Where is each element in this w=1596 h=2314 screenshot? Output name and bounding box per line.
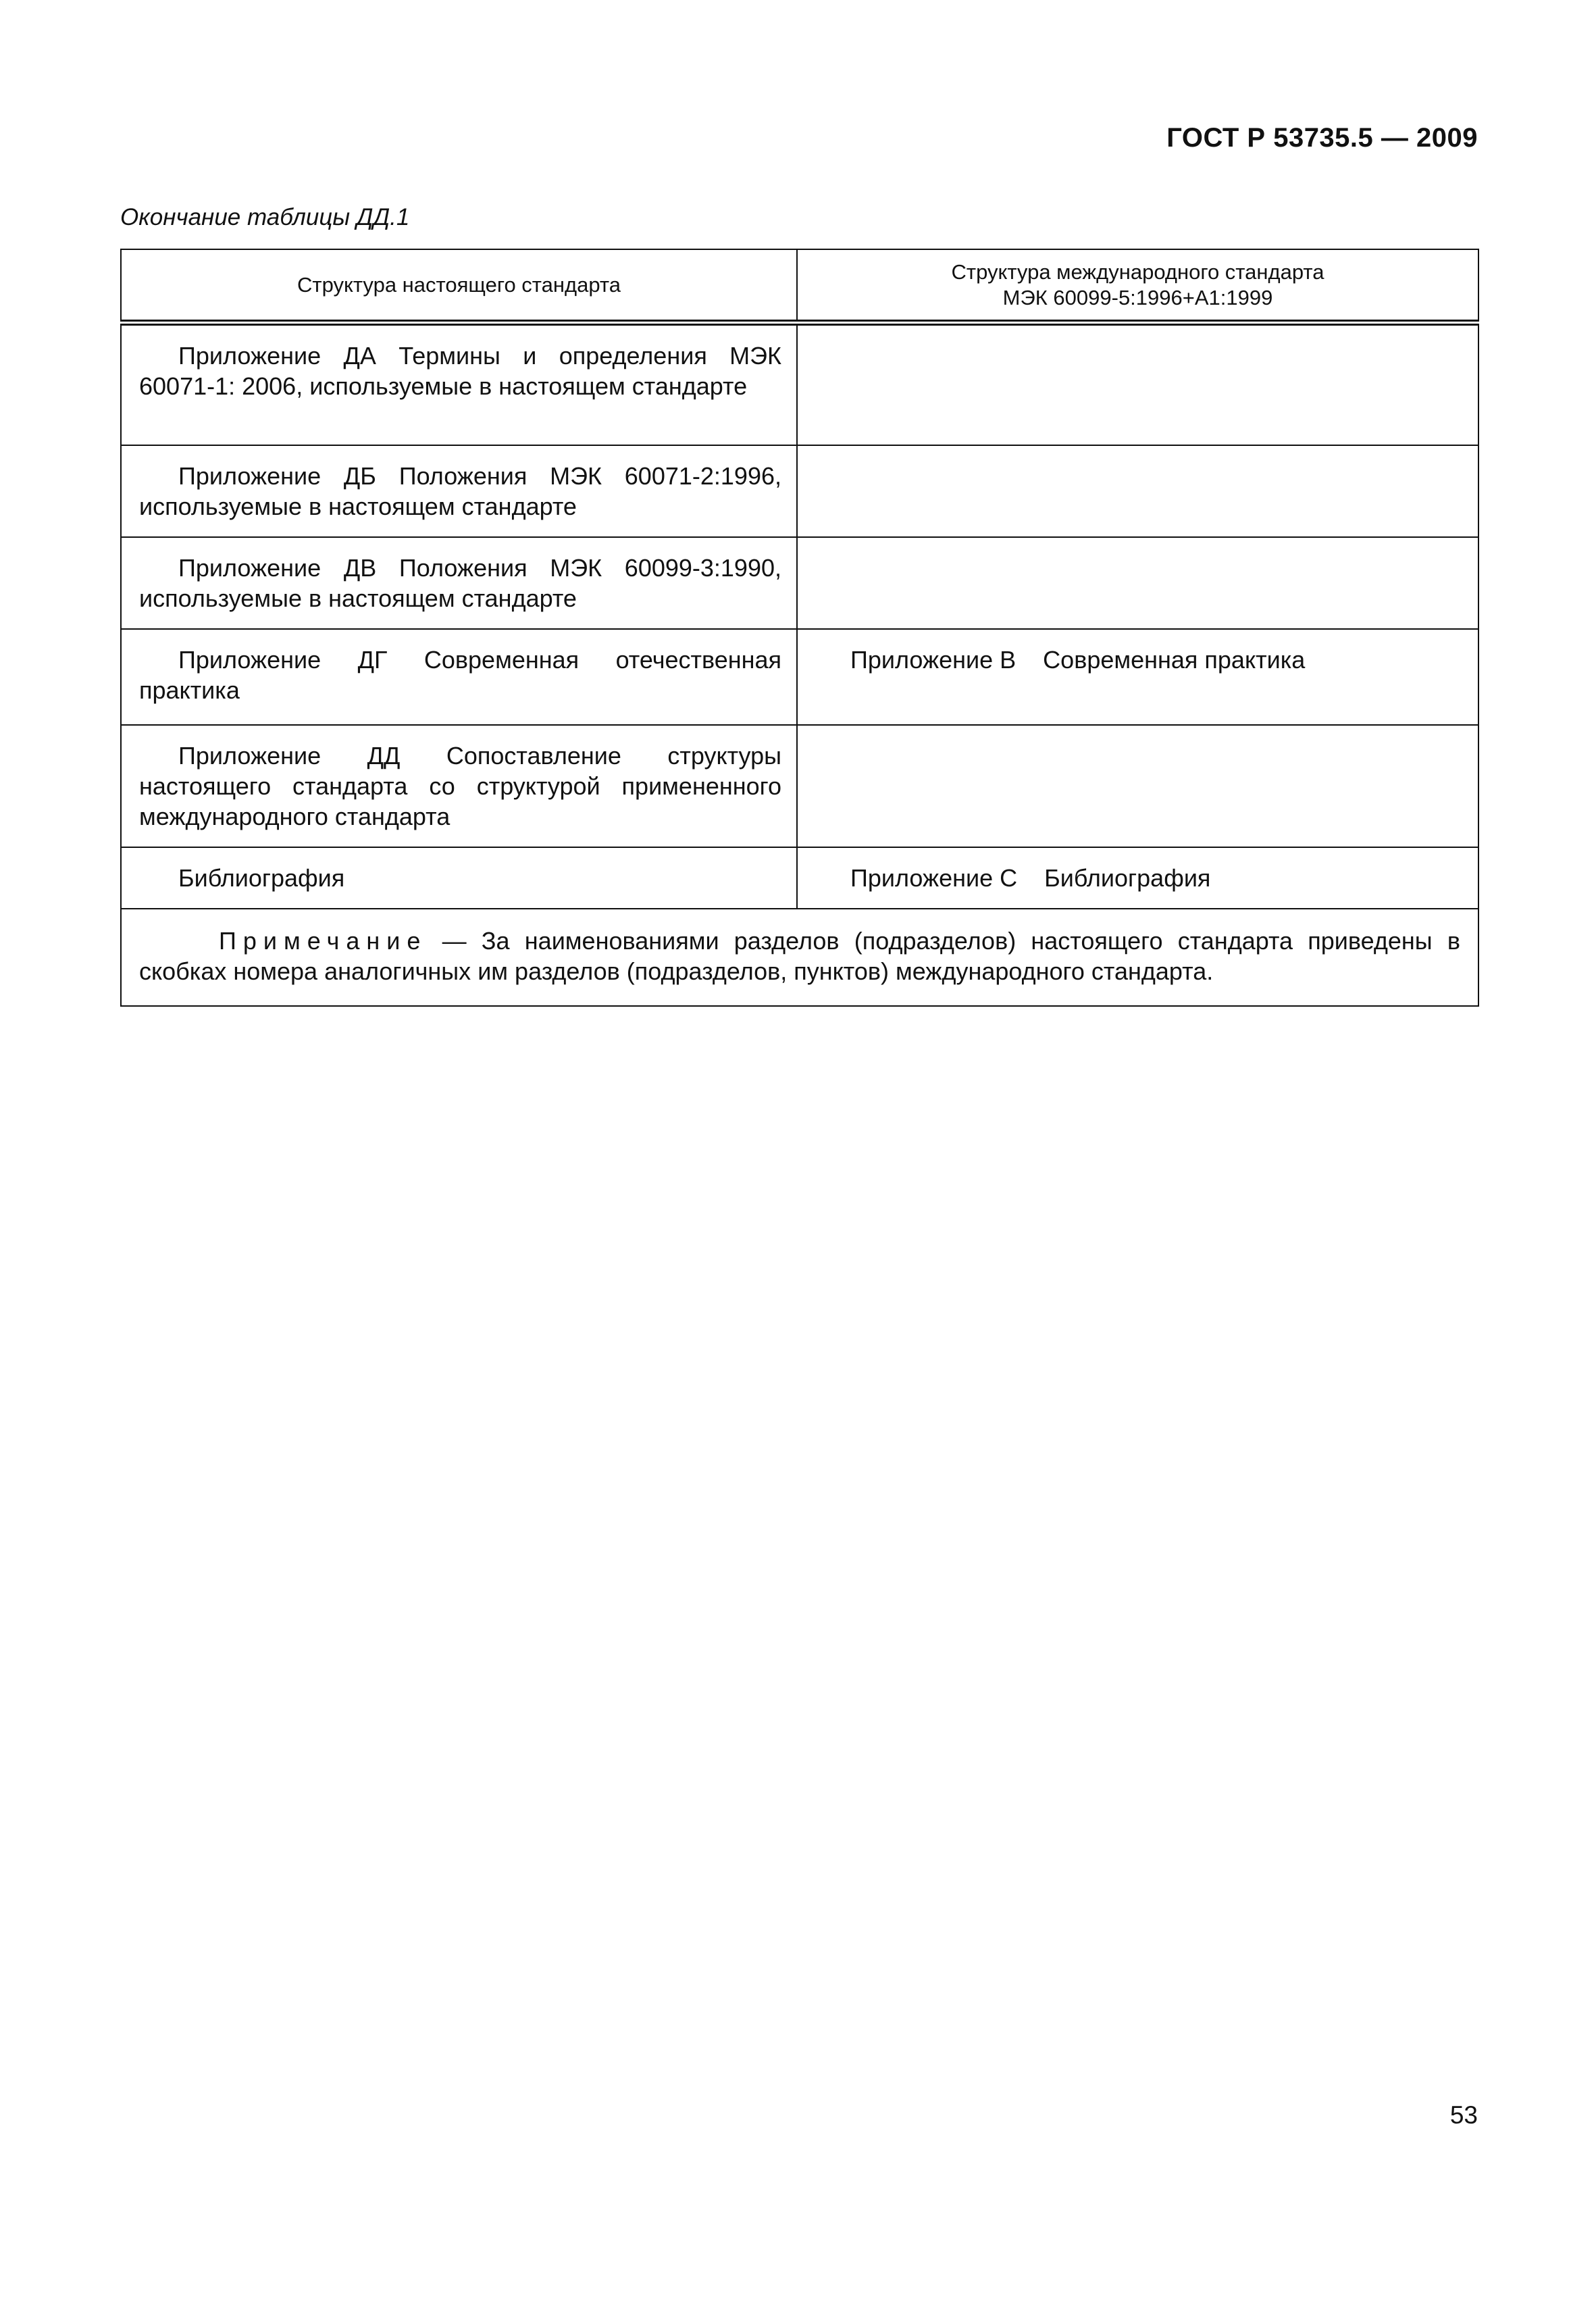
row-cell-right [797, 847, 1478, 909]
table-row [121, 847, 1478, 909]
row-cell-left: Приложение ДВ Положения МЭК 60099-3:1990, используемые в настоящем стандарте [121, 537, 797, 629]
document-code: ГОСТ Р 53735.5 — 2009 [1166, 123, 1478, 153]
table-row [121, 725, 1478, 847]
structure-comparison-table [120, 249, 1479, 1007]
note-row [121, 909, 1478, 1006]
appendix-ref: Приложение С [850, 863, 1018, 892]
row-cell-right [797, 323, 1478, 445]
row-cell-left: Приложение ДГ Современная отечественная практика [121, 629, 797, 725]
row-cell-right [797, 445, 1478, 537]
row-cell-right [797, 629, 1478, 725]
table-header-row [121, 249, 1478, 323]
table-row [121, 629, 1478, 725]
row-cell-left: Приложение ДБ Положения МЭК 60071-2:1996, используемые в настоящем стандарте [121, 445, 797, 537]
appendix-title: Библиография [1044, 863, 1211, 892]
header-right-line1: Структура международного стандарта [951, 259, 1324, 284]
table-caption: Окончание таблицы ДД.1 [120, 204, 410, 230]
page-number: 53 [1449, 2101, 1478, 2129]
appendix-ref: Приложение В [850, 645, 1016, 674]
note-label: Примечание [219, 926, 428, 955]
note-cell [121, 909, 1478, 1006]
table-row [121, 323, 1478, 445]
appendix-title: Современная практика [1043, 645, 1306, 674]
row-cell-right [797, 725, 1478, 847]
row-cell-right [797, 537, 1478, 629]
row-cell-left: Библиография [121, 847, 797, 909]
row-cell-left: Приложение ДД Сопоставление структуры настоящего стандарта со структурой примененного международного стандарта [121, 725, 797, 847]
table-row [121, 445, 1478, 537]
note-text: — За наименованиями разделов (подразделов) настоящего стандарта приведены в скобках номера аналогичных им разделов (подразделов, пунктов) международного стандарта. [139, 926, 1460, 985]
header-cell-international-standard [797, 249, 1478, 323]
header-cell-current-standard: Структура настоящего стандарта [121, 249, 797, 323]
header-right-line2: МЭК 60099-5:1996+А1:1999 [1002, 285, 1273, 309]
row-cell-left: Приложение ДА Термины и определения МЭК 60071-1: 2006, используемые в настоящем стандарте [121, 323, 797, 445]
table-row [121, 537, 1478, 629]
